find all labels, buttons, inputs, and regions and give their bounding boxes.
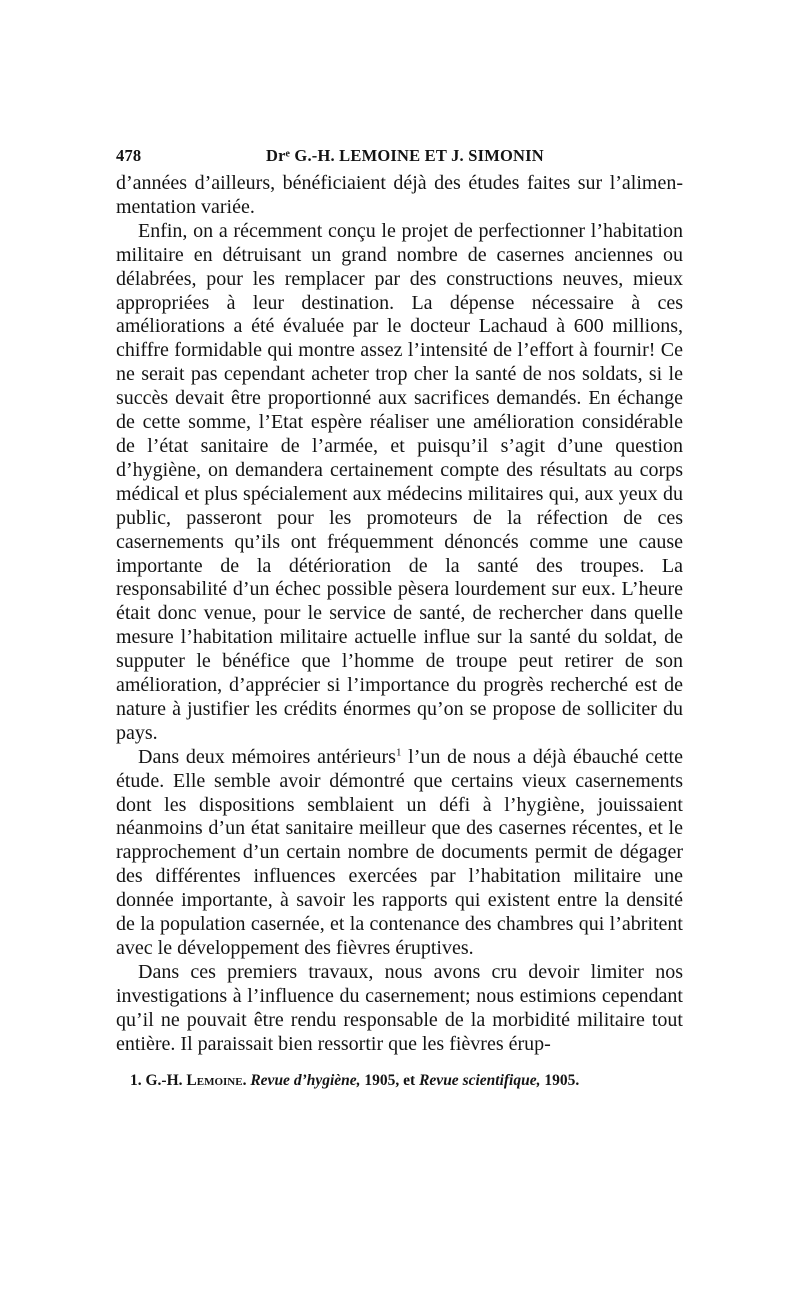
footnote-year: 1905. — [540, 1071, 580, 1089]
paragraph-continued: d’années d’ailleurs, bénéficiaient déjà des études faites sur l’alimen-mentation variée. — [116, 172, 683, 218]
paragraph-text: l’un de nous a déjà ébauché cette étude. Elle semble avoir démontré que certains vieux casernements dont les dispositions semblaient un défi à l’hygiène, jouissaient néanmoins d’un état sanitaire meilleur que des casernes récentes, et le rapprochement d’un certain nombre de documents permit de dégager des différentes influences exercées par l’habitation militaire une donnée importante, à savoir les rapports qui existent entre la densité de la population casernée, et la contenance des chambres qui l’abritent avec le développement des fièvres éruptives. — [116, 745, 683, 959]
footnote-author-initials: G.-H. — [145, 1071, 183, 1089]
footnote-journal: Revue d’hygiène, — [250, 1071, 361, 1089]
footnote-number: 1. — [130, 1071, 142, 1089]
paragraph — [116, 746, 683, 961]
footnote — [116, 1071, 683, 1091]
footnote-author-name: Lemoine. — [186, 1071, 247, 1089]
running-head — [116, 146, 683, 170]
paragraph: Dans ces premiers travaux, nous avons cru devoir limiter nos investigations à l’influence du casernement; nous estimions cependant qu’il ne pouvait être rendu responsable de la morbidité militaire tout entière. Il paraissait bien ressortir que les fièvres érup- — [116, 960, 683, 1055]
footnote-reference: 1 — [395, 746, 402, 759]
paragraph: Enfin, on a récemment conçu le projet de perfectionner l’habitation militaire en détruisant un grand nombre de casernes anciennes ou délabrées, pour les remplacer par des constructions neuves, mieux appropriées à leur destination. La dépense nécessaire à ces améliorations a été évaluée par le docteur Lachaud à 600 millions, chiffre formidable qui montre assez l’intensité de l’effort à fournir! Ce ne serait pas cependant acheter trop cher la santé de nos soldats, si le succès devait être proportionné aux sacrifices demandés. En échange de cette somme, l’Etat espère réaliser une amélioration considérable de l’état sanitaire de l’armée, et puisqu’il s’agit d’une question d’hygiène, on demandera certainement compte des résultats au corps médical et plus spécialement aux médecins militaires qui, aux yeux du public, passeront pour les promoteurs de la réfection de ces casernements qu’ils ont fréquemment dénoncés comme une cause importante de la détérioration de la santé des troupes. La responsabilité d’un échec possible pèsera lourdement sur eux. L’heure était donc venue, pour le service de santé, de rechercher dans quelle mesure l’habitation militaire actuelle influe sur la santé du soldat, de supputer le bénéfice que l’homme de troupe peut retirer de son amélioration, d’apprécier si l’importance du progrès recherché est de nature à justifier les crédits énormes qu’on se propose de solliciter du pays. — [116, 219, 683, 744]
body-text — [116, 172, 683, 1057]
footnote-journal: Revue scientifique, — [419, 1071, 541, 1089]
running-title: Drᵉ G.-H. LEMOINE ET J. SIMONIN — [266, 146, 544, 165]
footnote-conjunction: et — [403, 1071, 416, 1089]
book-page — [116, 146, 683, 1091]
page-number: 478 — [116, 146, 142, 165]
footnote-year: 1905, — [364, 1071, 400, 1089]
paragraph-text: Dans deux mémoires antérieurs — [138, 745, 396, 768]
